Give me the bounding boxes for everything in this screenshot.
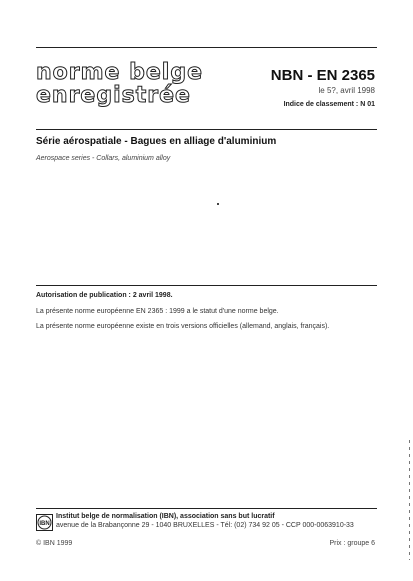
body-divider [36,285,377,286]
ibn-logo-text: IBN [39,521,50,527]
versions-paragraph: La présente norme européenne existe en trois versions officielles (allemand, anglais, français). [36,323,330,330]
institute-address: avenue de la Brabançonne 29 - 1040 BRUXELLES - Tél: (02) 734 92 05 - CCP 000-0063910-33 [56,522,354,529]
footer-divider [36,508,377,509]
status-paragraph: La présente norme européenne EN 2365 : 1999 a le statut d'une norme belge. [36,308,279,315]
publication-authorization: Autorisation de publication : 2 avril 1998. [36,292,173,299]
brand-wordmark [36,62,203,107]
standard-date: le 5?, avril 1998 [318,86,375,95]
document-title: Série aérospatiale - Bagues en alliage d'aluminium [36,136,277,147]
scan-speck [217,203,219,205]
ibn-logo-icon [36,514,53,531]
price-group: Prix : groupe 6 [329,540,375,547]
classification-index: Indice de classement : N 01 [283,101,375,108]
institute-name: Institut belge de normalisation (IBN), association sans but lucratif [56,513,275,520]
copyright-notice: © IBN 1999 [36,540,73,547]
brand-line-1: norme belge [36,60,204,85]
scan-edge-marks [409,440,410,560]
standard-number: NBN - EN 2365 [270,67,375,84]
document-subtitle: Aerospace series - Collars, aluminium alloy [36,155,171,162]
top-divider [36,47,377,48]
title-divider [36,129,377,130]
brand-line-2: enregistrée [36,83,191,108]
